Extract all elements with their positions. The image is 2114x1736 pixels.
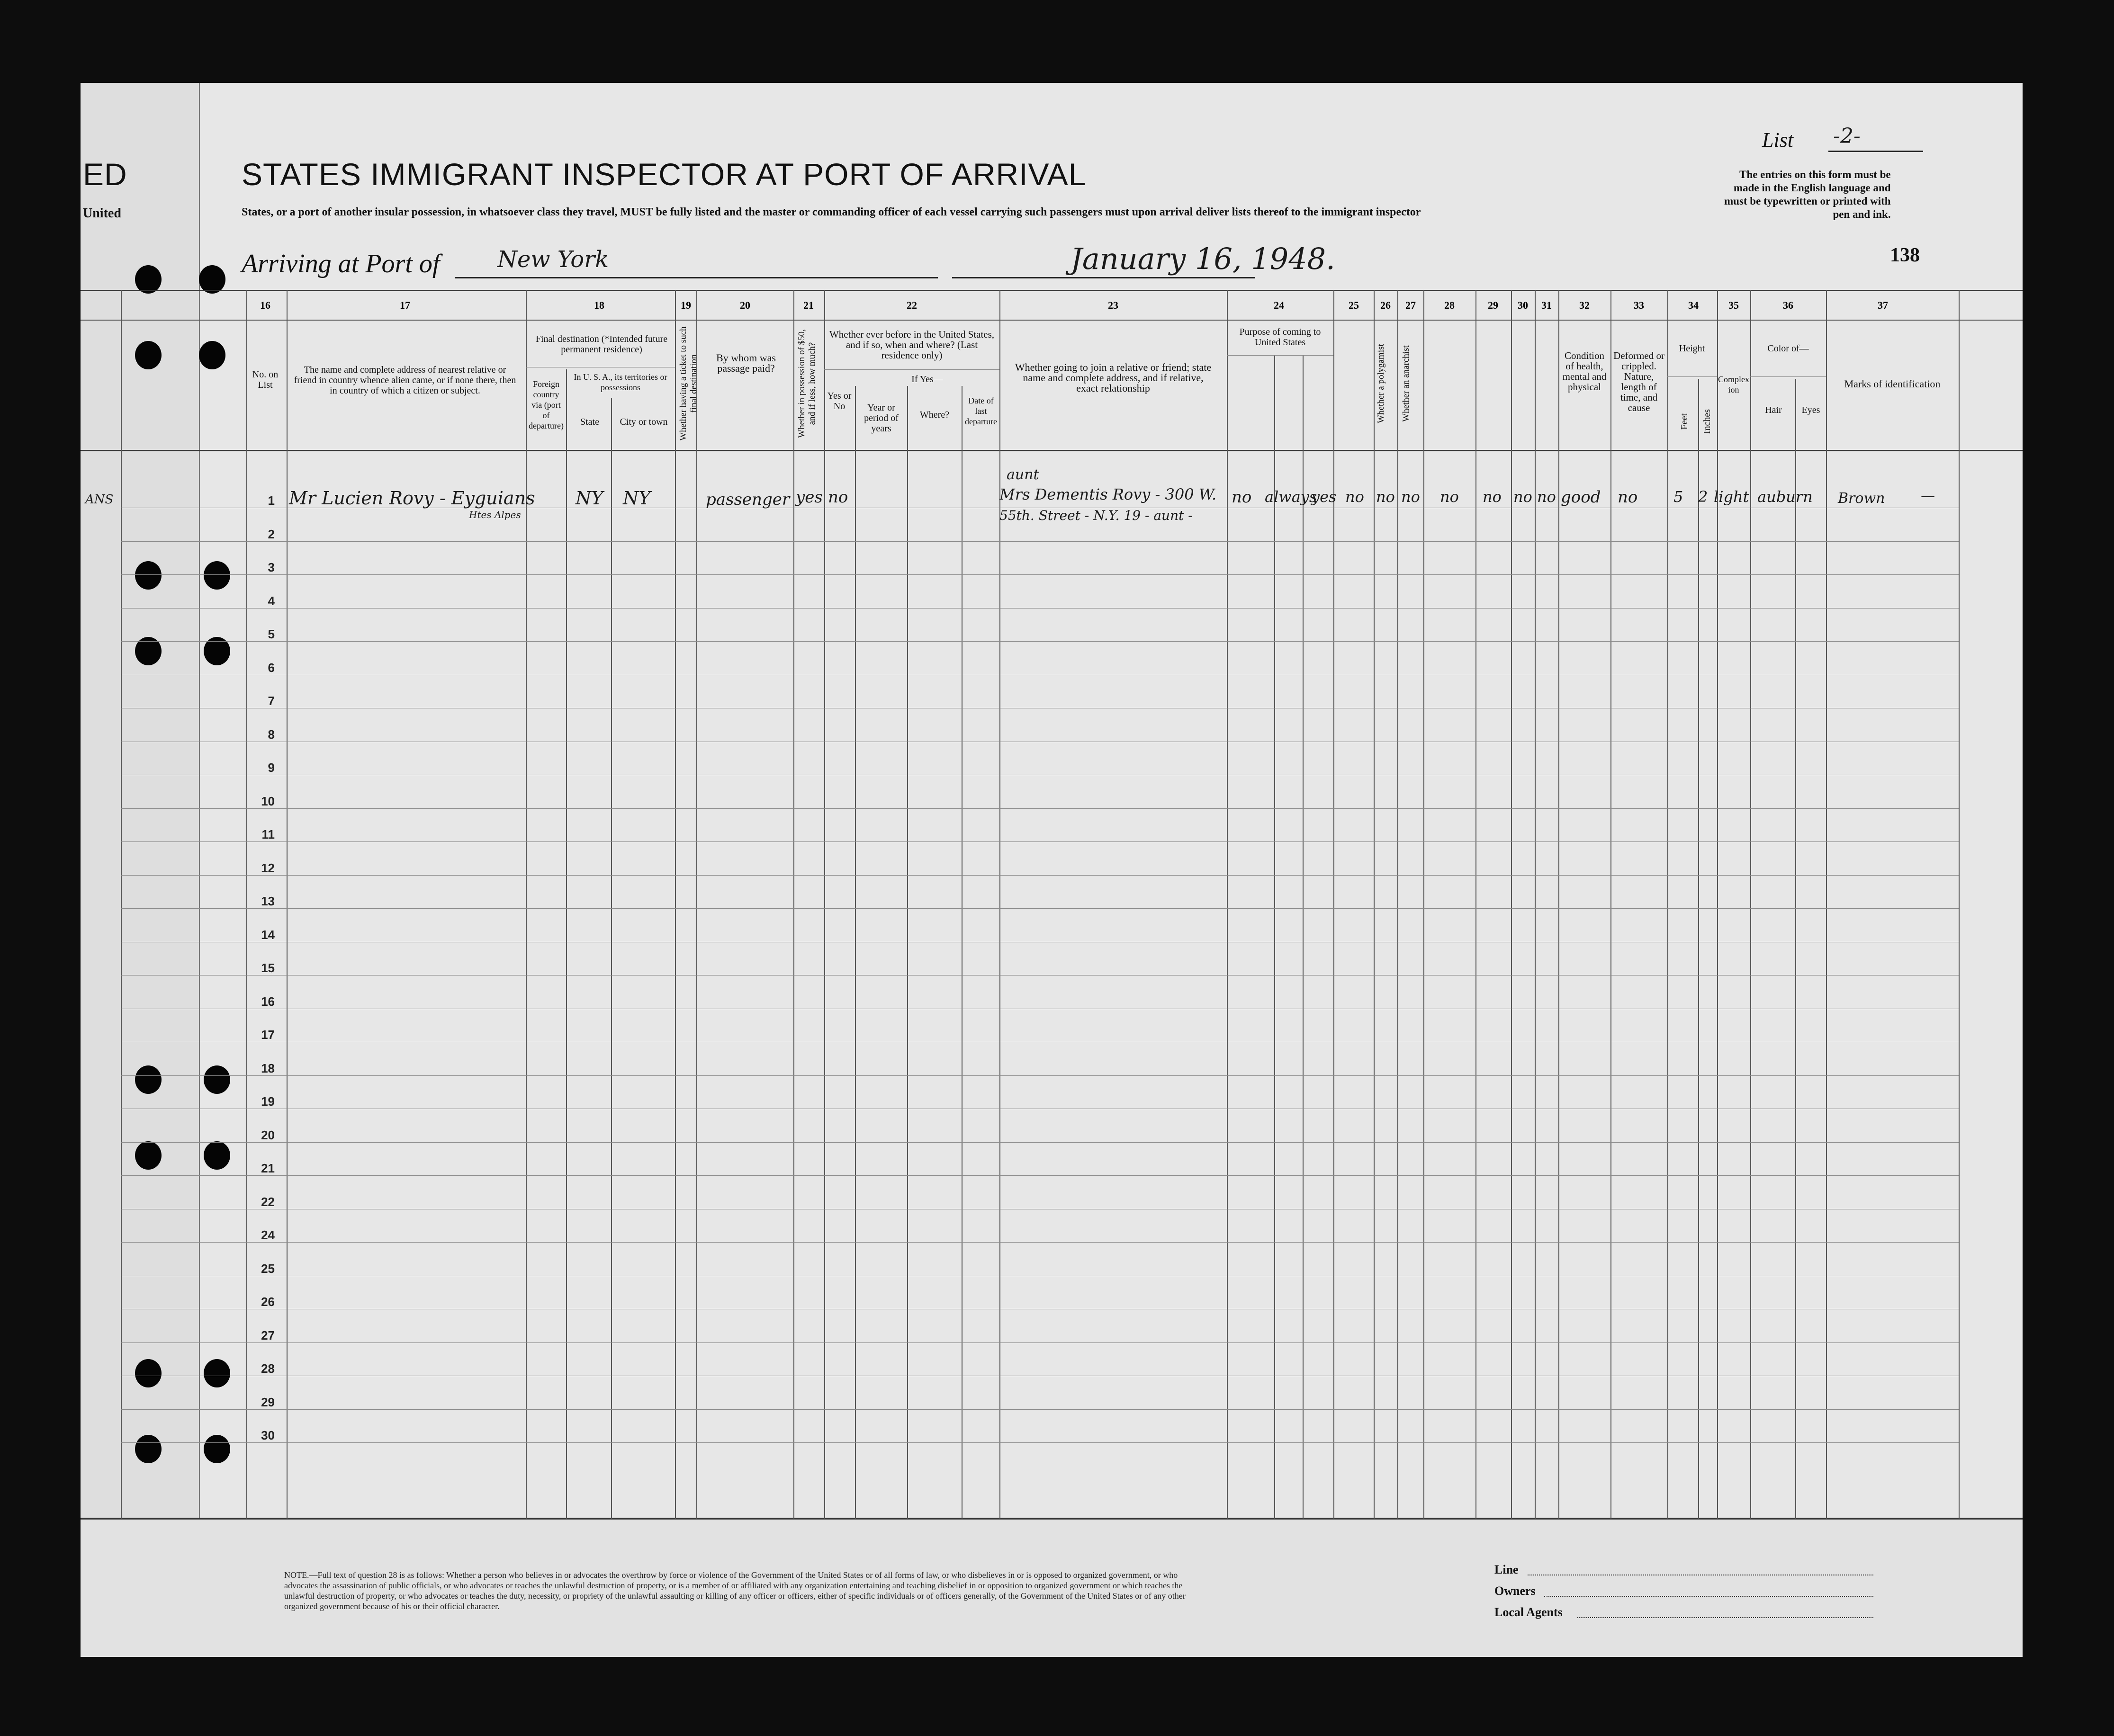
hdr-22-yesno: Yes or No (827, 391, 852, 412)
col-line (611, 398, 612, 1519)
hdr-34-rule (1667, 376, 1717, 377)
entry-health: good (1561, 488, 1601, 507)
entry-relative: Mr Lucien Rovy - Eyguians (289, 488, 535, 509)
hdr-19: Whether having a ticket to such final destination (678, 326, 699, 441)
hdr-22-year: Year or period of years (864, 403, 899, 434)
row-number: 15 (261, 961, 275, 975)
entry-citizen: yes (1311, 488, 1337, 506)
hdr-26: Whether a polygamist (1376, 344, 1386, 423)
col-line (1227, 290, 1228, 1519)
row-rule (121, 1442, 1959, 1443)
col-line (121, 290, 122, 1519)
row-rule (121, 1075, 1959, 1076)
left-page-fragment (81, 83, 200, 1655)
binding-hole (135, 1065, 162, 1094)
hdr-16: No. on List (252, 369, 279, 390)
col-line (824, 290, 825, 1519)
col-line (1303, 355, 1304, 1519)
colnum-16: 16 (260, 299, 270, 311)
row-rule (121, 875, 1959, 876)
col-line (793, 290, 794, 1519)
col-line (1959, 290, 1960, 1519)
entry-fifty: yes (796, 488, 823, 507)
colnum-23: 23 (1108, 299, 1118, 311)
arriving-label: Arriving at Port of (242, 249, 440, 278)
form-sheet (81, 83, 2023, 1655)
col-line (1333, 290, 1334, 1519)
colnum-36: 36 (1783, 299, 1793, 311)
footer-agents-underline (1577, 1617, 1873, 1618)
row-number: 19 (261, 1094, 275, 1109)
col-line (246, 290, 247, 1519)
row-number: 24 (261, 1228, 275, 1242)
page-title: STATES IMMIGRANT INSPECTOR AT PORT OF ARRIVAL (242, 157, 1087, 192)
col-line (1423, 290, 1424, 1519)
hdr-22-ifyes: If Yes— (911, 374, 943, 385)
row-rule (121, 808, 1959, 809)
binding-hole (135, 1359, 162, 1387)
entry-relative-place: Htes Alpes (469, 509, 521, 520)
entry-feet: 5 (1673, 488, 1683, 506)
col-line (566, 369, 567, 1519)
hdr-24-rule (1227, 355, 1333, 356)
binding-hole (199, 265, 225, 294)
footer-line-label: Line (1494, 1563, 1519, 1576)
hdr-22-where: Where? (919, 410, 950, 420)
hdr-22-date: Date of last departure (965, 396, 997, 426)
entry-passage: passenger (706, 490, 790, 509)
colnum-29: 29 (1488, 299, 1498, 311)
col-line (907, 386, 908, 1519)
entry-c31: no (1537, 488, 1556, 506)
row-rule (121, 641, 1959, 642)
row-number: 13 (261, 894, 275, 908)
entry-complexion: light (1714, 488, 1749, 506)
colnum-28: 28 (1444, 299, 1455, 311)
row-number: 21 (261, 1161, 275, 1175)
row-number: 6 (268, 660, 275, 675)
entry-polygamist: no (1376, 488, 1395, 506)
col-line (962, 386, 963, 1519)
entry-length: always (1265, 488, 1317, 506)
col-line (1475, 290, 1476, 1519)
header-rule (81, 320, 2023, 321)
hdr-18-state: State (580, 417, 599, 427)
date-underline (952, 277, 1255, 278)
hdr-21: Whether in possession of $50, and if less, how much? (797, 329, 817, 438)
col-line (999, 290, 1000, 1519)
row-number: 22 (261, 1194, 275, 1209)
row-number: 4 (268, 593, 275, 608)
binding-hole (204, 1435, 230, 1463)
row-number: 9 (268, 761, 275, 775)
header-bottom-border (81, 450, 2023, 451)
col-line (1558, 290, 1559, 1519)
colnum-35: 35 (1728, 299, 1739, 311)
row-number: 30 (261, 1428, 275, 1442)
colnum-33: 33 (1634, 299, 1644, 311)
entry-join-note: aunt (1007, 466, 1039, 483)
colnum-34: 34 (1688, 299, 1699, 311)
hdr-36: Color of— (1767, 343, 1809, 354)
colnum-26: 26 (1380, 299, 1391, 311)
hdr-33: Deformed or crippled. Nature, length of time, and cause (1613, 350, 1664, 413)
row-number: 14 (261, 927, 275, 942)
binding-hole (204, 1065, 230, 1094)
col-line (855, 386, 856, 1519)
footer-owners-label: Owners (1494, 1584, 1536, 1598)
colnum-25: 25 (1349, 299, 1359, 311)
colnum-24: 24 (1274, 299, 1284, 311)
col-line (287, 290, 288, 1519)
left-fragment-sub: United (83, 206, 121, 221)
col-line (1610, 290, 1611, 1519)
row-number: 29 (261, 1395, 275, 1409)
col-line (1374, 290, 1375, 1519)
row-rule (121, 908, 1959, 909)
row-number: 8 (268, 727, 275, 742)
page-subtitle: States, or a port of another insular possession, in whatsoever class they travel, MUST be fully listed and the master or commanding officer of each vessel carrying such passengers must upon arrival deliver lists thereof to the immigrant inspector (242, 206, 1421, 218)
instructions: The entries on this form must be made in the English language and must be typewritten or printed with pen and ink. (1724, 169, 1891, 220)
footer-agents-label: Local Agents (1494, 1605, 1563, 1619)
row-number: 11 (261, 827, 275, 841)
entry-ever-before: no (828, 488, 848, 507)
col-line (1397, 290, 1398, 1519)
hdr-27: Whether an anarchist (1401, 345, 1411, 422)
row-rule (121, 1409, 1959, 1410)
left-fragment-row1: ANS (85, 492, 114, 507)
colnum-30: 30 (1518, 299, 1528, 311)
entry-city: NY (623, 488, 651, 509)
binding-hole (204, 1359, 230, 1387)
col-line (1667, 290, 1668, 1519)
row-number: 20 (261, 1128, 275, 1142)
row-number: 2 (268, 527, 275, 541)
col-line (526, 290, 527, 1519)
entry-purpose: no (1232, 488, 1252, 507)
colnum-20: 20 (740, 299, 750, 311)
date-value: January 16, 1948. (1070, 242, 1335, 276)
footer-note: NOTE.—Full text of question 28 is as follows: Whether a person who believes in or advocates the overthrow by force or violence of the Government of the United States or of all forms of law, or who disbelieves in or is opposed to organized government, or who advocates the assassination of public officials, or who advocates or teaches the unlawful destruction of property, or is a member of or affiliated with any organization entertaining and teaching disbelief in or opposition to organized government or which teaches the unlawful destruction of property, or who advocates or teaches the duty, necessity, or propriety of the unlawful assaulting or killing of any officer or officers, either of specific individuals or of officers generally, of the Government of the United States or of any other organized government because of his or their official character. (284, 1570, 1186, 1611)
binding-hole (135, 341, 162, 369)
row-number: 28 (261, 1361, 275, 1376)
binding-hole (135, 561, 162, 590)
hdr-32: Condition of health, mental and physical (1562, 350, 1607, 393)
hdr-18: Final destination (*Intended future permanent residence) (535, 334, 668, 355)
col-line (1698, 379, 1699, 1519)
row-number: 10 (261, 794, 275, 808)
row-number: 27 (261, 1328, 275, 1342)
binding-hole (135, 265, 162, 294)
row-rule (121, 1142, 1959, 1143)
colnum-18: 18 (594, 299, 604, 311)
row-number: 12 (261, 860, 275, 875)
hdr-34: Height (1679, 343, 1705, 354)
hdr-24: Purpose of coming to United States (1239, 327, 1321, 348)
hdr-18-usa: In U. S. A., its territories or possessions (574, 372, 667, 392)
entry-join-line1: Mrs Dementis Rovy - 300 W. (999, 485, 1217, 503)
colnum-31: 31 (1541, 299, 1552, 311)
table-bottom-border (81, 1518, 2023, 1519)
entry-join-line2: 55th. Street - N.Y. 19 - aunt - (999, 508, 1193, 523)
hdr-22: Whether ever before in the United States, and if so, when and where? (Last residence only) (829, 329, 995, 361)
entry-c29: no (1483, 488, 1502, 506)
list-number: -2- (1833, 124, 1861, 148)
row-number: 7 (268, 694, 275, 708)
entry-deformed: no (1618, 488, 1638, 507)
hdr-36-rule (1750, 376, 1826, 377)
entry-c28: no (1440, 488, 1459, 506)
row-rule (121, 1342, 1959, 1343)
hdr-18-city: City or town (620, 417, 668, 427)
row-number: 17 (261, 1028, 275, 1042)
hdr-18-foreign: Foreign country via (port of departure) (529, 379, 564, 430)
entry-c25: no (1345, 488, 1364, 506)
row-number: 25 (261, 1261, 275, 1276)
row-number: 3 (268, 560, 275, 574)
hdr-36-eyes: Eyes (1801, 405, 1820, 415)
binding-hole (199, 341, 225, 369)
colnum-17: 17 (400, 299, 410, 311)
entry-eyes: Brown (1838, 490, 1885, 507)
col-line (1535, 290, 1536, 1519)
entry-anarchist: no (1401, 488, 1420, 506)
left-fragment-title: ED (83, 157, 127, 192)
colnum-27: 27 (1405, 299, 1416, 311)
colnum-21: 21 (803, 299, 814, 311)
hdr-35: Complexion (1718, 375, 1749, 394)
page-number: 138 (1890, 244, 1920, 266)
colnum-32: 32 (1579, 299, 1590, 311)
row-rule (121, 841, 1959, 842)
colnum-37: 37 (1878, 299, 1888, 311)
hdr-37: Marks of identification (1844, 378, 1941, 390)
row-number: 5 (268, 627, 275, 641)
col-line (1750, 290, 1751, 1519)
col-line (1826, 290, 1827, 1519)
col-line (675, 290, 676, 1519)
col-line (1717, 290, 1718, 1519)
footer-owners-underline (1544, 1596, 1873, 1597)
colnum-22: 22 (907, 299, 917, 311)
row-number: 1 (268, 493, 275, 508)
port-value: New York (497, 246, 609, 273)
row-number: 16 (261, 994, 275, 1009)
entry-hair: auburn (1757, 488, 1813, 506)
list-underline (1828, 151, 1923, 152)
colnum-19: 19 (681, 299, 691, 311)
row-rule (121, 1175, 1959, 1176)
list-label: List (1762, 128, 1794, 152)
entry-marks: — (1921, 488, 1935, 504)
row-rule (121, 574, 1959, 575)
table-top-border (81, 290, 2023, 291)
binding-hole (135, 1435, 162, 1463)
entry-c30: no (1513, 488, 1532, 506)
binding-hole (204, 1141, 230, 1170)
hdr-36-hair: Hair (1765, 405, 1782, 415)
row-number: 18 (261, 1061, 275, 1075)
entry-state: NY (576, 488, 603, 509)
col-line (1274, 355, 1275, 1519)
hdr-22-rule (824, 369, 999, 370)
row-rule (121, 541, 1959, 542)
col-line (1511, 290, 1512, 1519)
hdr-20: By whom was passage paid? (716, 352, 776, 374)
port-underline (455, 277, 938, 278)
row-number: 26 (261, 1295, 275, 1309)
hdr-17: The name and complete address of nearest relative or friend in country whence alien came, or if none there, then in country of which a citizen or subject. (294, 365, 516, 396)
hdr-34-inches: Inches (1702, 409, 1712, 434)
binding-hole (204, 561, 230, 590)
binding-hole (135, 1141, 162, 1170)
col-line (1795, 379, 1796, 1519)
entry-inches: 2 (1698, 488, 1708, 506)
row-rule (121, 1242, 1959, 1243)
hdr-34-feet: Feet (1679, 413, 1690, 430)
col-line (696, 290, 697, 1519)
hdr-23: Whether going to join a relative or friend; state name and complete address, and if relative, exact relationship (1015, 361, 1212, 394)
